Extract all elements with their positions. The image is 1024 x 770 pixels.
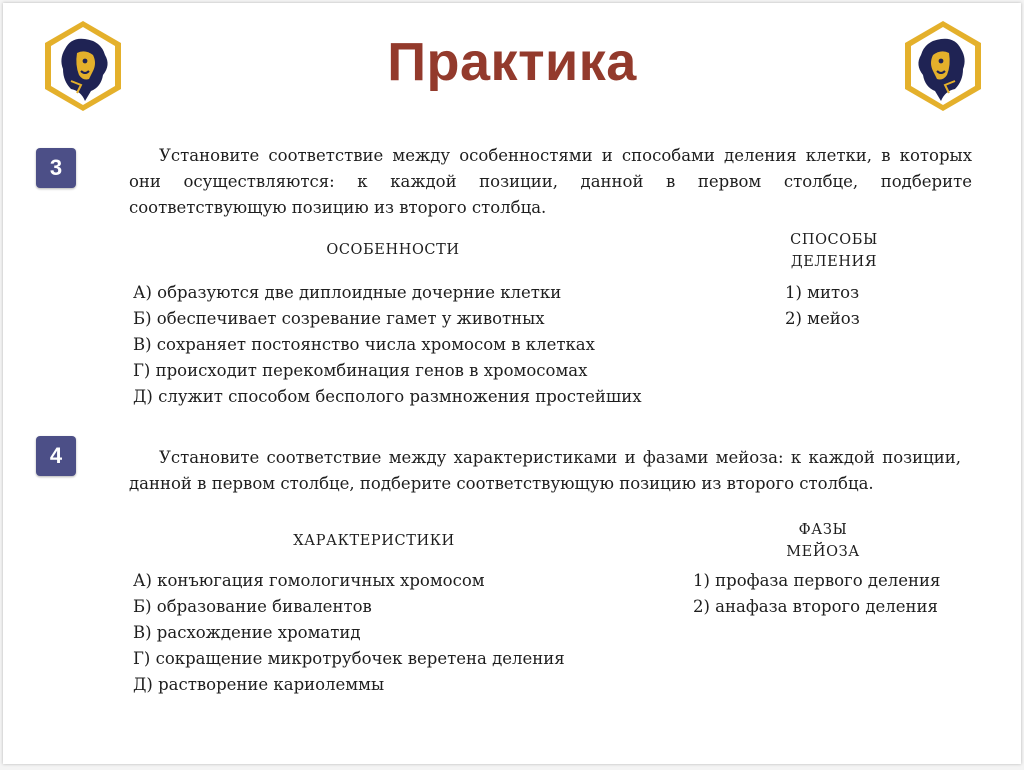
list-item: А) образуются две диплоидные дочерние клетки (133, 283, 562, 302)
list-item: Г) происходит перекомбинация генов в хромосомах (133, 361, 588, 380)
list-item: Б) образование бивалентов (133, 597, 372, 616)
option-item: 2) мейоз (785, 309, 860, 328)
list-item: В) расхождение хроматид (133, 623, 361, 642)
page-title: Практика (387, 32, 637, 92)
list-item: Д) служит способом бесполого размножения простейших (133, 387, 642, 406)
option-item: 1) профаза первого деления (693, 571, 941, 590)
task-number-badge: 4 (36, 436, 76, 476)
column-header-meiosis-phases: ФАЗЫ МЕЙОЗА (786, 522, 860, 560)
task-prompt: Установите соответствие между особенностями и способами деления клетки, в которых они осуществляются: к каждой позиции, данной в первом столбце, подберите соответствующую позицию из второго столбца. (129, 146, 972, 217)
task-number-badge: 3 (36, 148, 76, 188)
column-header-characteristics: ХАРАКТЕРИСТИКИ (293, 533, 455, 549)
slide (3, 3, 1021, 764)
list-item: Б) обеспечивает созревание гамет у животных (133, 309, 545, 328)
list-item: Г) сокращение микротрубочек веретена деления (133, 649, 565, 668)
list-item: В) сохраняет постоянство числа хромосом в клетках (133, 335, 595, 354)
option-item: 1) митоз (785, 283, 860, 302)
list-item: А) конъюгация гомологичных хромосом (133, 571, 485, 590)
column-header-features: ОСОБЕННОСТИ (326, 242, 460, 258)
list-item: Д) растворение кариолеммы (133, 675, 385, 694)
option-item: 2) анафаза второго деления (693, 597, 938, 616)
task-prompt: Установите соответствие между характеристиками и фазами мейоза: к каждой позиции, данной в первом столбце, подберите соответствующую позицию из второго столбца. (129, 448, 961, 493)
column-header-division-methods: СПОСОБЫ ДЕЛЕНИЯ (790, 232, 878, 270)
